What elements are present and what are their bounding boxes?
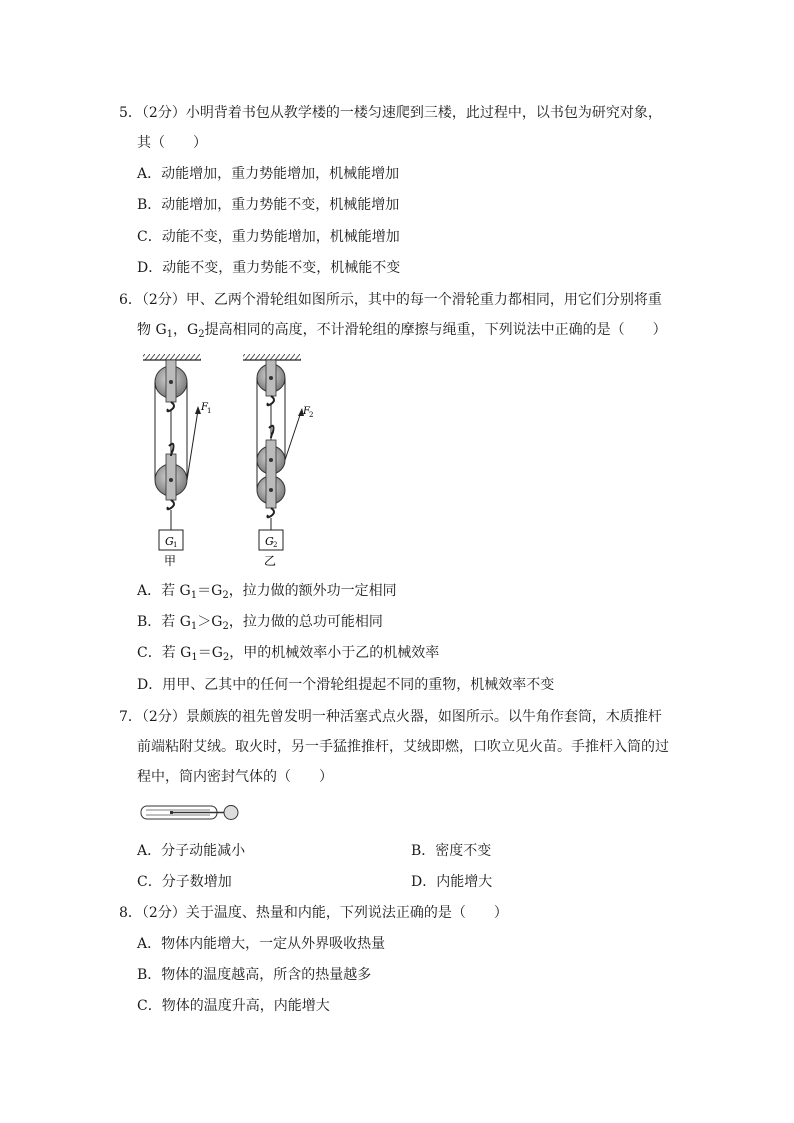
question-text: 小明背着书包从教学楼的一楼匀速爬到三楼，此过程中，以书包为研究对象， xyxy=(185,105,662,121)
pulley-system-left xyxy=(143,354,211,568)
question-7-option-a: A．分子动能减小 xyxy=(137,843,246,859)
question-6-option-a: A．若 $G_1=G_2$，拉力做的额外功一定相同 xyxy=(137,583,397,601)
question-5-option-d: D．动能不变，重力势能不变，机械能不变 xyxy=(137,260,401,276)
figure-label-left: 甲 xyxy=(164,554,177,568)
question-score: （2分） xyxy=(141,292,186,308)
question-number: 8． xyxy=(119,905,142,921)
question-8-option-b: B．物体的温度越高，所含的热量越多 xyxy=(137,967,372,983)
question-text: 甲、乙两个滑轮组如图所示，其中的每一个滑轮重力都相同，用它们分别将重 xyxy=(185,292,662,308)
question-8-option-a: A．物体内能增大，一定从外界吸收热量 xyxy=(137,936,386,952)
pulley-figure xyxy=(135,348,335,570)
pulley-system-right xyxy=(243,354,313,568)
question-5-stem-line2: 其（ ） xyxy=(137,135,207,151)
force-sub-left: 1 xyxy=(207,407,212,415)
weight-label-left: G xyxy=(165,535,174,548)
weight-sub-right: 2 xyxy=(273,541,278,549)
question-text: 景颇族的祖先曾发明一种活塞式点火器，如图所示。以牛角作套筒，木质推杆 xyxy=(185,709,662,725)
question-5-option-a: A．动能增加，重力势能增加，机械能增加 xyxy=(137,166,400,182)
weight-sub-left: 1 xyxy=(173,541,178,549)
question-7-option-b: B．密度不变 xyxy=(411,843,492,859)
force-label-right: F xyxy=(303,406,310,417)
figure-label-right: 乙 xyxy=(264,554,277,568)
question-7-option-d: D．内能增大 xyxy=(411,874,493,890)
question-6-option-d: D．用甲、乙其中的任何一个滑轮组提起不同的重物，机械效率不变 xyxy=(137,677,555,693)
question-5-stem-line1 xyxy=(119,103,662,123)
question-5-option-c: C．动能不变，重力势能增加，机械能增加 xyxy=(137,229,400,245)
question-score: （2分） xyxy=(141,709,186,725)
question-score: （2分） xyxy=(141,905,186,921)
question-6-stem-line1 xyxy=(119,290,662,310)
question-7-stem-line3: 程中，筒内密封气体的（ ） xyxy=(137,769,333,785)
question-7-stem-line2: 前端粘附艾绒。取火时，另一手猛推推杆，艾绒即燃，口吹立见火苗。手推杆入筒的过 xyxy=(137,739,669,755)
fire-piston-figure xyxy=(140,802,240,824)
question-number: 6． xyxy=(119,292,142,308)
force-sub-right: 2 xyxy=(309,411,314,419)
question-5-option-b: B．动能增加，重力势能不变，机械能增加 xyxy=(137,197,400,213)
question-number: 5． xyxy=(119,105,142,121)
weight-label-right: G xyxy=(265,535,274,548)
question-7-option-c: C．分子数增加 xyxy=(137,874,232,890)
question-7-stem-line1 xyxy=(119,707,662,727)
question-8-option-c: C．物体的温度升高，内能增大 xyxy=(137,998,330,1014)
question-8-stem-line1 xyxy=(119,903,508,923)
question-number: 7． xyxy=(119,709,142,725)
question-score: （2分） xyxy=(141,105,186,121)
force-label-left: F xyxy=(201,402,208,413)
question-6-stem-line2: 物 $G_1$，$G_2$提高相同的高度，不计滑轮组的摩擦与绳重，下列说法中正确的是（ ） xyxy=(137,322,667,340)
question-6-option-c: C．若 $G_1=G_2$，甲的机械效率小于乙的机械效率 xyxy=(137,645,440,663)
question-text: 关于温度、热量和内能，下列说法正确的是（ ） xyxy=(185,905,508,921)
question-6-option-b: B．若 $G_1>G_2$，拉力做的总功可能相同 xyxy=(137,614,383,632)
